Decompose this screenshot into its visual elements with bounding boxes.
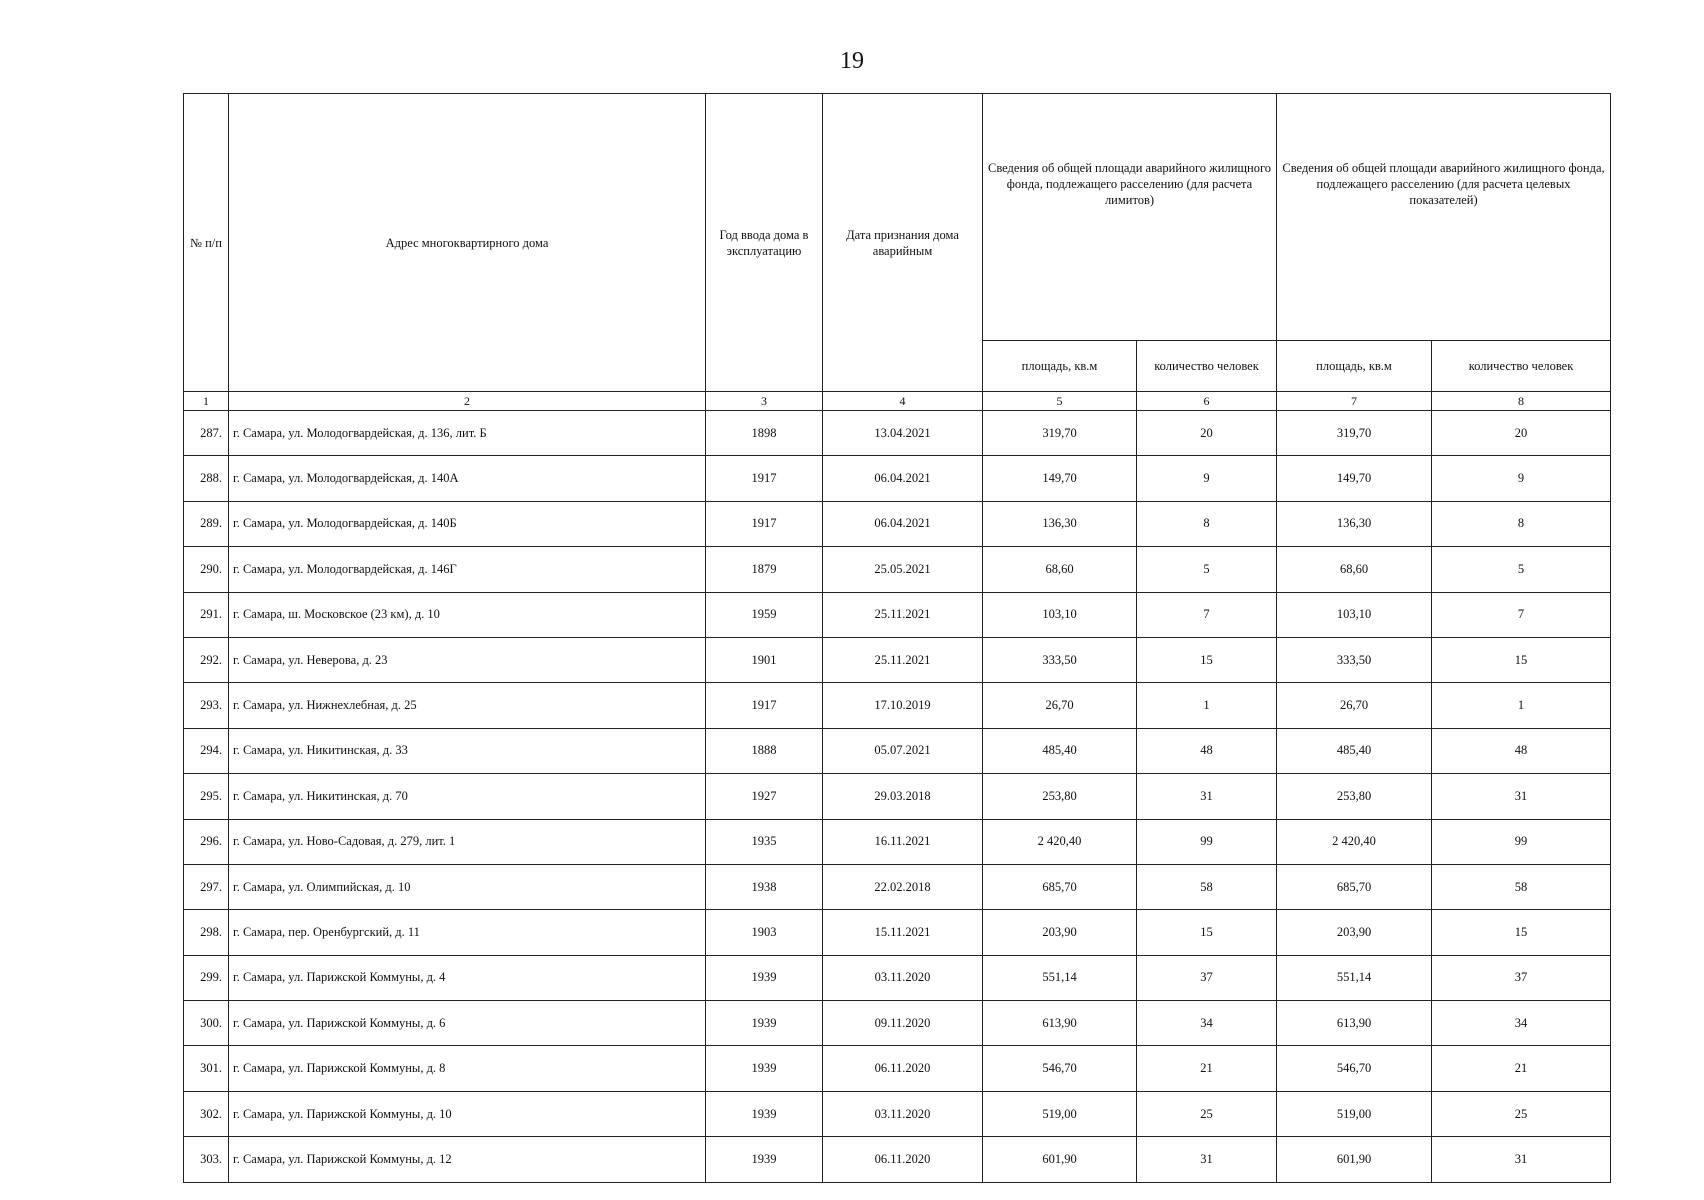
row-index: 301.	[184, 1046, 229, 1091]
row-area-targets: 485,40	[1277, 728, 1432, 773]
row-area-targets: 2 420,40	[1277, 819, 1432, 864]
column-number: 7	[1277, 392, 1432, 411]
row-address: г. Самара, ул. Молодогвардейская, д. 146Г	[229, 547, 706, 592]
column-number: 6	[1137, 392, 1277, 411]
row-index: 291.	[184, 592, 229, 637]
row-date: 06.04.2021	[823, 456, 983, 501]
row-year: 1917	[706, 683, 823, 728]
row-area-limits: 551,14	[983, 955, 1137, 1000]
row-area-targets: 149,70	[1277, 456, 1432, 501]
table-row	[184, 637, 1611, 682]
row-people-targets: 31	[1432, 1137, 1611, 1182]
row-area-targets: 68,60	[1277, 547, 1432, 592]
header-group-limits: Сведения об общей площади аварийного жилищного фонда, подлежащего расселению (для расчета лимитов)	[983, 94, 1277, 341]
row-people-limits: 48	[1137, 728, 1277, 773]
header-address: Адрес многоквартирного дома	[229, 94, 706, 392]
row-people-targets: 15	[1432, 910, 1611, 955]
row-people-limits: 25	[1137, 1091, 1277, 1136]
row-address: г. Самара, ул. Парижской Коммуны, д. 10	[229, 1091, 706, 1136]
table-row	[184, 411, 1611, 456]
row-year: 1888	[706, 728, 823, 773]
row-year: 1927	[706, 774, 823, 819]
row-address: г. Самара, ш. Московское (23 км), д. 10	[229, 592, 706, 637]
table-row	[184, 456, 1611, 501]
row-area-limits: 253,80	[983, 774, 1137, 819]
row-year: 1901	[706, 637, 823, 682]
row-address: г. Самара, ул. Молодогвардейская, д. 140Б	[229, 501, 706, 546]
table-row	[184, 819, 1611, 864]
row-area-targets: 685,70	[1277, 864, 1432, 909]
row-index: 298.	[184, 910, 229, 955]
row-year: 1939	[706, 955, 823, 1000]
row-date: 22.02.2018	[823, 864, 983, 909]
row-year: 1939	[706, 1137, 823, 1182]
table-row	[184, 1046, 1611, 1091]
table-row	[184, 910, 1611, 955]
row-date: 16.11.2021	[823, 819, 983, 864]
row-date: 25.11.2021	[823, 637, 983, 682]
table-row	[184, 728, 1611, 773]
row-area-limits: 319,70	[983, 411, 1137, 456]
row-people-targets: 20	[1432, 411, 1611, 456]
row-area-limits: 485,40	[983, 728, 1137, 773]
row-date: 13.04.2021	[823, 411, 983, 456]
row-people-limits: 7	[1137, 592, 1277, 637]
table-row	[184, 864, 1611, 909]
table-row	[184, 592, 1611, 637]
row-area-limits: 136,30	[983, 501, 1137, 546]
row-people-limits: 5	[1137, 547, 1277, 592]
row-date: 29.03.2018	[823, 774, 983, 819]
row-area-limits: 103,10	[983, 592, 1137, 637]
row-address: г. Самара, ул. Парижской Коммуны, д. 8	[229, 1046, 706, 1091]
row-index: 297.	[184, 864, 229, 909]
row-people-targets: 9	[1432, 456, 1611, 501]
row-date: 09.11.2020	[823, 1001, 983, 1046]
row-year: 1898	[706, 411, 823, 456]
row-area-limits: 203,90	[983, 910, 1137, 955]
table-body	[184, 411, 1611, 1183]
row-area-targets: 551,14	[1277, 955, 1432, 1000]
row-people-targets: 48	[1432, 728, 1611, 773]
row-area-targets: 333,50	[1277, 637, 1432, 682]
row-people-targets: 34	[1432, 1001, 1611, 1046]
row-year: 1917	[706, 456, 823, 501]
row-people-targets: 99	[1432, 819, 1611, 864]
row-year: 1935	[706, 819, 823, 864]
row-date: 05.07.2021	[823, 728, 983, 773]
row-year: 1938	[706, 864, 823, 909]
row-area-limits: 2 420,40	[983, 819, 1137, 864]
row-address: г. Самара, пер. Оренбургский, д. 11	[229, 910, 706, 955]
row-area-limits: 519,00	[983, 1091, 1137, 1136]
row-index: 295.	[184, 774, 229, 819]
row-area-targets: 253,80	[1277, 774, 1432, 819]
row-people-limits: 21	[1137, 1046, 1277, 1091]
row-address: г. Самара, ул. Неверова, д. 23	[229, 637, 706, 682]
table-row	[184, 774, 1611, 819]
row-people-limits: 37	[1137, 955, 1277, 1000]
row-address: г. Самара, ул. Никитинская, д. 33	[229, 728, 706, 773]
row-people-targets: 37	[1432, 955, 1611, 1000]
row-area-limits: 68,60	[983, 547, 1137, 592]
row-index: 299.	[184, 955, 229, 1000]
row-date: 03.11.2020	[823, 1091, 983, 1136]
row-address: г. Самара, ул. Ново-Садовая, д. 279, лит. 1	[229, 819, 706, 864]
row-area-limits: 333,50	[983, 637, 1137, 682]
table-row	[184, 1001, 1611, 1046]
row-index: 293.	[184, 683, 229, 728]
row-people-limits: 15	[1137, 637, 1277, 682]
column-number: 5	[983, 392, 1137, 411]
row-people-limits: 1	[1137, 683, 1277, 728]
row-area-limits: 26,70	[983, 683, 1137, 728]
row-people-targets: 58	[1432, 864, 1611, 909]
row-area-limits: 546,70	[983, 1046, 1137, 1091]
row-people-limits: 31	[1137, 774, 1277, 819]
table-row	[184, 547, 1611, 592]
row-area-limits: 601,90	[983, 1137, 1137, 1182]
row-index: 290.	[184, 547, 229, 592]
row-date: 25.05.2021	[823, 547, 983, 592]
column-number: 2	[229, 392, 706, 411]
header-people-limits: количество человек	[1137, 341, 1277, 392]
row-area-limits: 149,70	[983, 456, 1137, 501]
row-date: 06.04.2021	[823, 501, 983, 546]
row-area-targets: 136,30	[1277, 501, 1432, 546]
table-row	[184, 501, 1611, 546]
column-number: 4	[823, 392, 983, 411]
row-area-targets: 319,70	[1277, 411, 1432, 456]
row-area-targets: 103,10	[1277, 592, 1432, 637]
row-index: 292.	[184, 637, 229, 682]
row-address: г. Самара, ул. Нижнехлебная, д. 25	[229, 683, 706, 728]
row-address: г. Самара, ул. Олимпийская, д. 10	[229, 864, 706, 909]
column-number: 8	[1432, 392, 1611, 411]
row-area-targets: 613,90	[1277, 1001, 1432, 1046]
header-area-targets: площадь, кв.м	[1277, 341, 1432, 392]
row-people-limits: 58	[1137, 864, 1277, 909]
column-number: 3	[706, 392, 823, 411]
row-people-limits: 34	[1137, 1001, 1277, 1046]
row-area-limits: 685,70	[983, 864, 1137, 909]
row-year: 1959	[706, 592, 823, 637]
row-people-targets: 15	[1432, 637, 1611, 682]
column-number-row	[184, 392, 1611, 411]
row-people-targets: 31	[1432, 774, 1611, 819]
row-date: 17.10.2019	[823, 683, 983, 728]
header-group-targets: Сведения об общей площади аварийного жилищного фонда, подлежащего расселению (для расчета целевых показателей)	[1277, 94, 1611, 341]
row-area-targets: 546,70	[1277, 1046, 1432, 1091]
row-people-targets: 5	[1432, 547, 1611, 592]
row-people-limits: 15	[1137, 910, 1277, 955]
row-index: 300.	[184, 1001, 229, 1046]
row-date: 15.11.2021	[823, 910, 983, 955]
row-area-targets: 26,70	[1277, 683, 1432, 728]
row-year: 1879	[706, 547, 823, 592]
row-index: 303.	[184, 1137, 229, 1182]
row-index: 294.	[184, 728, 229, 773]
emergency-housing-table	[183, 93, 1611, 1183]
row-area-targets: 519,00	[1277, 1091, 1432, 1136]
column-number: 1	[184, 392, 229, 411]
row-address: г. Самара, ул. Парижской Коммуны, д. 6	[229, 1001, 706, 1046]
header-people-targets: количество человек	[1432, 341, 1611, 392]
table-row	[184, 683, 1611, 728]
row-year: 1939	[706, 1091, 823, 1136]
row-date: 06.11.2020	[823, 1137, 983, 1182]
row-people-targets: 25	[1432, 1091, 1611, 1136]
row-people-limits: 9	[1137, 456, 1277, 501]
row-index: 289.	[184, 501, 229, 546]
row-address: г. Самара, ул. Никитинская, д. 70	[229, 774, 706, 819]
header-year: Год ввода дома в эксплуатацию	[706, 94, 823, 392]
row-people-limits: 8	[1137, 501, 1277, 546]
row-area-targets: 601,90	[1277, 1137, 1432, 1182]
row-address: г. Самара, ул. Парижской Коммуны, д. 12	[229, 1137, 706, 1182]
row-area-limits: 613,90	[983, 1001, 1137, 1046]
header-date: Дата признания дома аварийным	[823, 94, 983, 392]
header-index: № п/п	[184, 94, 229, 392]
row-area-targets: 203,90	[1277, 910, 1432, 955]
row-address: г. Самара, ул. Молодогвардейская, д. 140А	[229, 456, 706, 501]
page-number: 19	[840, 48, 864, 74]
row-index: 296.	[184, 819, 229, 864]
table-row	[184, 1137, 1611, 1182]
row-people-targets: 1	[1432, 683, 1611, 728]
row-year: 1939	[706, 1046, 823, 1091]
row-year: 1939	[706, 1001, 823, 1046]
row-people-limits: 99	[1137, 819, 1277, 864]
row-date: 03.11.2020	[823, 955, 983, 1000]
row-index: 302.	[184, 1091, 229, 1136]
table-row	[184, 1091, 1611, 1136]
row-address: г. Самара, ул. Парижской Коммуны, д. 4	[229, 955, 706, 1000]
header-area-limits: площадь, кв.м	[983, 341, 1137, 392]
row-index: 287.	[184, 411, 229, 456]
row-date: 06.11.2020	[823, 1046, 983, 1091]
row-people-targets: 8	[1432, 501, 1611, 546]
row-people-targets: 21	[1432, 1046, 1611, 1091]
row-people-limits: 20	[1137, 411, 1277, 456]
table-row	[184, 955, 1611, 1000]
row-date: 25.11.2021	[823, 592, 983, 637]
row-year: 1917	[706, 501, 823, 546]
row-people-limits: 31	[1137, 1137, 1277, 1182]
row-index: 288.	[184, 456, 229, 501]
row-people-targets: 7	[1432, 592, 1611, 637]
row-year: 1903	[706, 910, 823, 955]
row-address: г. Самара, ул. Молодогвардейская, д. 136, лит. Б	[229, 411, 706, 456]
